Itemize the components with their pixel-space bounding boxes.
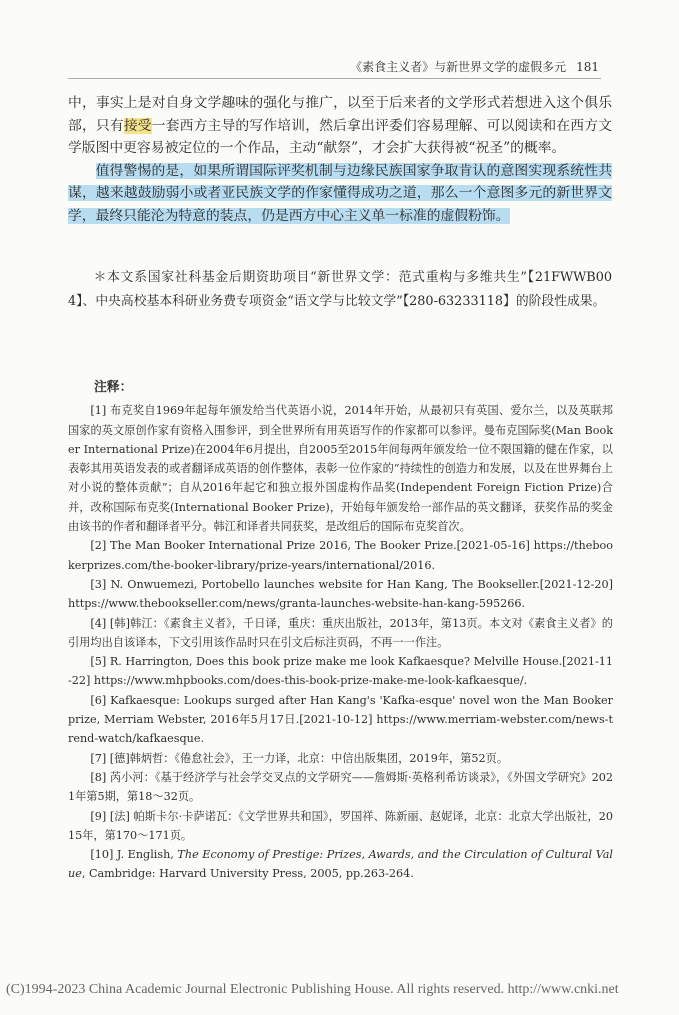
note-5: [5] R. Harrington, Does this book prize make me look Kafkaesque? Melville House.[2021-11-22] https://www.mhpbooks.com/does-this-book-prize-make-me-look-kafkaesque/.	[68, 655, 613, 688]
body-text	[68, 92, 612, 227]
header-divider	[68, 78, 601, 79]
note-3: [3] N. Onwuemezi, Portobello launches website for Han Kang, The Bookseller.[2021-12-20] https://www.thebookseller.com/news/granta-launches-website-han-kang-595266.	[68, 577, 613, 611]
note-4: [4] [韩]韩江：《素食主义者》，千日译，重庆：重庆出版社，2013年，第13页。本文对《素食主义者》的引用均出自该译本，下文引用该作品时只在引文后标注页码，不再一一作注。	[68, 616, 613, 649]
note-6: [6] Kafkaesque: Lookups surged after Han Kang's 'Kafka-esque' novel won the Man Booker prize, Merriam Webster, 2016年5月17日.[2021-10-12] https://www.merriam-webster.com/news-trend-watch/kafkaesque.	[68, 693, 613, 746]
page-number: 181	[576, 60, 599, 74]
funding-note: ＊本文系国家社科基金后期资助项目“新世界文学：范式重构与多维共生”【21FWWB004】、中央高校基本科研业务费专项资金“语文学与比较文学”【280-63233118】的阶段性成果。	[68, 270, 612, 309]
note-2: [2] The Man Booker International Prize 2016, The Booker Prize.[2021-05-16] https://thebookerprizes.com/the-booker-library/prize-years/international/2016.	[68, 539, 613, 572]
paragraph-1: 中，事实上是对自身文学趣味的强化与推广，以至于后来者的文学形式若想进入这个俱乐部，只有接受一套西方主导的写作培训，然后拿出评委们容易理解、可以阅读和在西方文学版图中更容易被定位的一个作品，主动“献祭”，才会扩大获得被“祝圣”的概率。	[68, 95, 613, 156]
highlight-yellow[interactable]: 接受	[123, 117, 152, 134]
note-1: [1] 布克奖自1969年起每年颁发给当代英语小说，2014年开始，从最初只有英国、爱尔兰，以及英联邦国家的英文原创作家有资格入围参评，到全世界所有用英语写作的作家都可以参评。曼布克国际奖(Man Booker International Prize)在2004年6月提出，自2005至2015年间每两年颁发给一位不限国籍的健在作家，以表彰其用英语发表的或者翻译成英语的创作整体，表彰一位作家的“持续性的创造力和发展，以及在世界舞台上对小说的整体贡献”；自从2016年起它和独立报外国虚构作品奖(Independent Foreign Fiction Prize)合并，改称国际布克奖(International Booker Prize)，开始每年颁发给一部作品的英文翻译，获奖作品的奖金由该书的作者和翻译者平分。韩江和译者共同获奖，是改组后的国际布克奖首次。	[68, 404, 613, 534]
note-9: [9] [法] 帕斯卡尔·卡萨诺瓦：《文学世界共和国》，罗国祥、陈新丽、赵妮译，北京：北京大学出版社，2015年，第170～171页。	[68, 809, 613, 842]
running-header	[350, 58, 599, 75]
highlight-blue[interactable]: 值得警惕的是，如果所谓国际评奖机制与边缘民族国家争取肯认的意图实现系统性共谋，越来越鼓励弱小或者亚民族文学的作家懂得成功之道，那么一个意图多元的新世界文学，最终只能沦为特意的装点，仍是西方中心主义单一标准的虚假粉饰。	[68, 162, 612, 224]
note-10: [10] J. English, The Economy of Prestige: Prizes, Awards, and the Circulation of Cultural Value, Cambridge: Harvard University Press, 2005, pp.263-264.	[68, 848, 613, 881]
note-7: [7] [德]韩炳哲：《倦怠社会》，王一力译，北京：中信出版集团，2019年，第52页。	[90, 751, 509, 765]
running-header-title: 《素食主义者》与新世界文学的虚假多元	[350, 60, 567, 74]
note-8: [8] 芮小河：《基于经济学与社会学交叉点的文学研究——詹姆斯·英格利希访谈录》，《外国文学研究》2021年第5期，第18～32页。	[68, 770, 613, 804]
copyright-watermark: (C)1994-2023 China Academic Journal Electronic Publishing House. All rights reserved. http://www.cnki.net	[6, 982, 619, 997]
note-10-book-title: The Economy of Prestige: Prizes, Awards, and the Circulation of Cultural Value	[68, 848, 613, 881]
notes-title: 注释：	[94, 380, 133, 395]
notes-section	[68, 378, 613, 884]
paragraph-2	[68, 160, 612, 228]
